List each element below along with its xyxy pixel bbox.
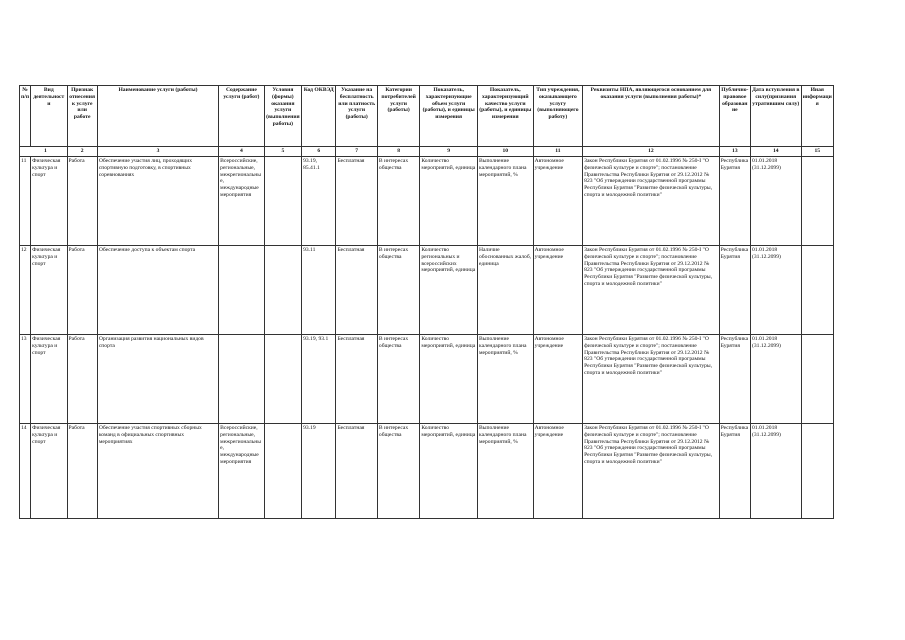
col-number-cell: 1 [20, 147, 68, 157]
row-paid: Бесплатная [336, 157, 377, 246]
col-number-cell: 10 [477, 147, 533, 157]
row-npa: Закон Республики Бурятия от 01.02.1996 № 250-I "О физической культуре и спорте"; постановление Правительства Республики Бурятия от 29.12.2012 № 823 "Об утверждении государственной программы Республики Бурятия "Развитие физической культуры, спорта и молодежной политики" [583, 157, 720, 246]
row-okved: 93.11 [302, 246, 336, 335]
row-paid: Бесплатная [336, 424, 377, 519]
row-num: 11 [20, 157, 31, 246]
header-quality: Показатель, характеризующий качество услуги (работы), и единицы измерения [477, 86, 533, 147]
table-row [20, 157, 834, 246]
row-type: Работа [67, 335, 97, 424]
header-other: Иная информация [801, 86, 833, 147]
row-inst-type: Автономное учреждение [533, 335, 583, 424]
col-number-cell: 4 [219, 147, 265, 157]
row-content [219, 335, 265, 424]
header-activity: Вид деятельности [31, 86, 67, 147]
col-number-cell: 8 [377, 147, 419, 157]
row-inst-type: Автономное учреждение [533, 246, 583, 335]
header-type: Признак отнесения к услуге или работе [67, 86, 97, 147]
row-consumers: В интересах общества [377, 246, 419, 335]
row-activity: Физическая культура и спорт [31, 157, 67, 246]
row-entity: Республика Бурятия [719, 246, 750, 335]
row-entity: Республика Бурятия [719, 424, 750, 519]
row-quality: Выполнение календарного плана мероприятий, % [477, 157, 533, 246]
col-number-cell: 5 [264, 147, 301, 157]
row-name: Обеспечение участия спортивных сборных команд в официальных спортивных мероприятиях [97, 424, 218, 519]
row-quality: Выполнение календарного плана мероприятий, % [477, 335, 533, 424]
header-volume: Показатель, характеризующие объем услуги (работы), и единицы измерения [420, 86, 478, 147]
row-activity: Физическая культура и спорт [31, 335, 67, 424]
row-name: Организация развития национальных видов спорта [97, 335, 218, 424]
row-name: Обеспечение участия лиц, проходящих спортивную подготовку, в спортивных соревнованиях [97, 157, 218, 246]
row-conditions [264, 246, 301, 335]
col-number-cell: 11 [533, 147, 583, 157]
row-entity: Республика Бурятия [719, 157, 750, 246]
col-number-cell: 14 [750, 147, 801, 157]
row-num: 13 [20, 335, 31, 424]
row-date: 01.01.2018 (31.12.2099) [750, 157, 801, 246]
row-conditions [264, 424, 301, 519]
row-type: Работа [67, 246, 97, 335]
header-okved: Код ОКВЭД [302, 86, 336, 147]
col-number-cell: 7 [336, 147, 377, 157]
row-consumers: В интересах общества [377, 157, 419, 246]
header-entity: Публично-правовое образование [719, 86, 750, 147]
row-date: 01.01.2018 (31.12.2099) [750, 424, 801, 519]
row-okved: 93.19, 93.1 [302, 335, 336, 424]
row-inst-type: Автономное учреждение [533, 424, 583, 519]
row-volume: Количество мероприятий, единица [420, 424, 478, 519]
header-row [20, 86, 834, 147]
header-paid: Указание на бесплатность или платность услуги (работы) [336, 86, 377, 147]
row-other [801, 424, 833, 519]
col-number-cell: 12 [583, 147, 720, 157]
row-okved: 93.19 [302, 424, 336, 519]
row-npa: Закон Республики Бурятия от 01.02.1996 № 250-I "О физической культуре и спорте"; постановление Правительства Республики Бурятия от 29.12.2012 № 823 "Об утверждении государственной программы Республики Бурятия "Развитие физической культуры, спорта и молодежной политики" [583, 424, 720, 519]
row-type: Работа [67, 157, 97, 246]
row-volume: Количество региональных и всероссийских мероприятий, единица [420, 246, 478, 335]
row-other [801, 157, 833, 246]
header-consumers: Категории потребителей услуги (работы) [377, 86, 419, 147]
header-content: Содержание услуги (работ) [219, 86, 265, 147]
row-content [219, 246, 265, 335]
header-num: № п/п [20, 86, 31, 147]
row-paid: Бесплатная [336, 246, 377, 335]
col-number-cell: 3 [97, 147, 218, 157]
header-conditions: Условия (формы) оказания услуги (выполнения работы) [264, 86, 301, 147]
row-entity: Республика Бурятия [719, 335, 750, 424]
row-volume: Количество мероприятий, единица [420, 335, 478, 424]
header-name: Наименование услуги (работы) [97, 86, 218, 147]
row-name: Обеспечение доступа к объектам спорта [97, 246, 218, 335]
row-date: 01.01.2018 (31.12.2099) [750, 335, 801, 424]
col-number-cell: 13 [719, 147, 750, 157]
col-number-cell: 9 [420, 147, 478, 157]
row-activity: Физическая культура и спорт [31, 246, 67, 335]
services-table [19, 85, 834, 519]
column-numbers-row [20, 147, 834, 157]
table-row [20, 424, 834, 519]
col-number-cell: 2 [67, 147, 97, 157]
row-quality: Наличие обоснованных жалоб, единица [477, 246, 533, 335]
row-volume: Количество мероприятий, единица [420, 157, 478, 246]
row-conditions [264, 335, 301, 424]
row-inst-type: Автономное учреждение [533, 157, 583, 246]
row-activity: Физическая культура и спорт [31, 424, 67, 519]
row-other [801, 246, 833, 335]
row-consumers: В интересах общества [377, 424, 419, 519]
row-npa: Закон Республики Бурятия от 01.02.1996 № 250-I "О физической культуре и спорте"; постановление Правительства Республики Бурятия от 29.12.2012 № 823 "Об утверждении государственной программы Республики Бурятия "Развитие физической культуры, спорта и молодежной политики" [583, 335, 720, 424]
header-date: Дата вступления в силу(признания утратившим силу) [750, 86, 801, 147]
row-content: Всероссийские, региональные, межрегиональные, международные мероприятия [219, 157, 265, 246]
row-other [801, 335, 833, 424]
row-okved: 93.19, 85.41.1 [302, 157, 336, 246]
col-number-cell: 15 [801, 147, 833, 157]
row-content: Всероссийские, региональные, межрегиональные, международные мероприятия [219, 424, 265, 519]
col-number-cell: 6 [302, 147, 336, 157]
row-date: 01.01.2018 (31.12.2099) [750, 246, 801, 335]
table-row [20, 335, 834, 424]
row-type: Работа [67, 424, 97, 519]
row-paid: Бесплатная [336, 335, 377, 424]
row-num: 14 [20, 424, 31, 519]
table-row [20, 246, 834, 335]
row-num: 12 [20, 246, 31, 335]
row-conditions [264, 157, 301, 246]
row-npa: Закон Республики Бурятия от 01.02.1996 № 250-I "О физической культуре и спорте"; постановление Правительства Республики Бурятия от 29.12.2012 № 823 "Об утверждении государственной программы Республики Бурятия "Развитие физической культуры, спорта и молодежной политики" [583, 246, 720, 335]
services-registry-page [19, 85, 834, 519]
header-npa: Реквизиты НПА, являющегося основанием для оказания услуги (выполнения работы)* [583, 86, 720, 147]
row-quality: Выполнение календарного плана мероприятий, % [477, 424, 533, 519]
row-consumers: В интересах общества [377, 335, 419, 424]
header-inst-type: Тип учреждения, оказывающего услугу (выполняющего работу) [533, 86, 583, 147]
